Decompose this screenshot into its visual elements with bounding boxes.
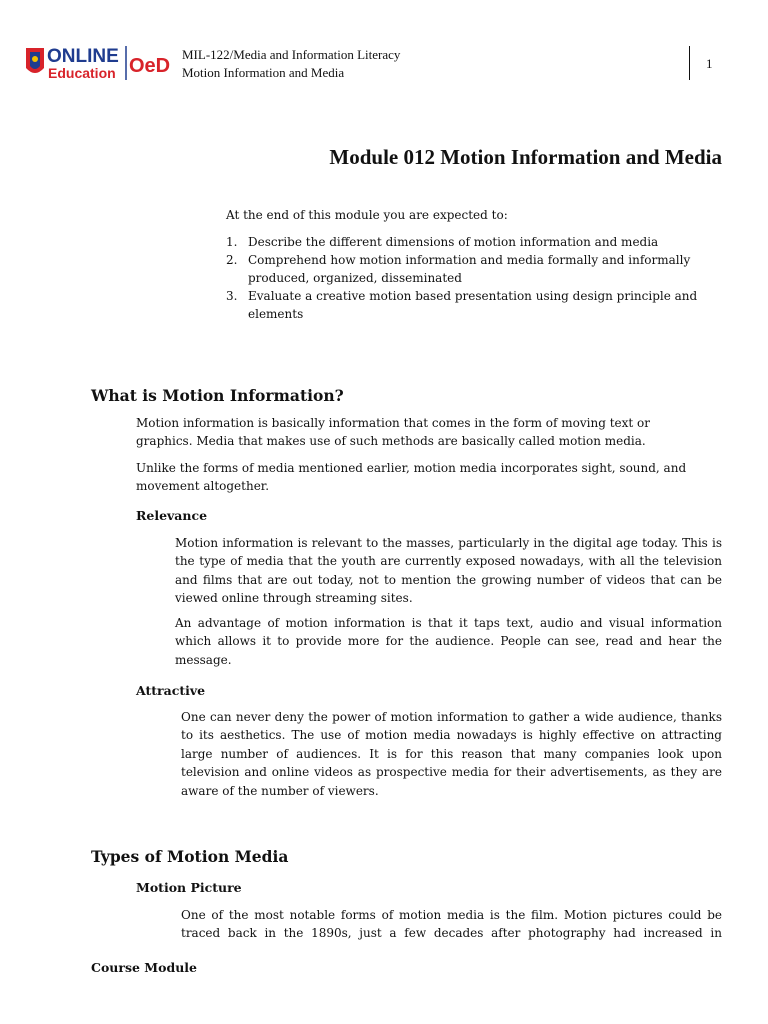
page-number: 1 (706, 56, 713, 71)
objectives-intro: At the end of this module you are expected to: (226, 208, 508, 222)
objective-number: 1. (226, 235, 238, 249)
objective-item (226, 233, 722, 251)
objective-item (226, 287, 722, 323)
paragraph: An advantage of motion information is that it taps text, audio and visual information which allows it to provide more for the audience. People can see, read and hear the message. (175, 616, 722, 667)
objective-text: Evaluate a creative motion based presentation using design principle and elements (248, 289, 698, 321)
objective-number: 2. (226, 253, 238, 267)
objective-text: Comprehend how motion information and media formally and informally produced, organized, disseminated (248, 253, 691, 285)
header-divider (689, 46, 690, 80)
logo-text-bottom: Education (48, 65, 116, 81)
module-title: Module 012 Motion Information and Media (329, 145, 722, 169)
subheading-relevance: Relevance (136, 508, 208, 523)
paragraph: One of the most notable forms of motion media is the film. Motion pictures could be traced back in the 1890s, just a few decades after photography had increased in (181, 908, 722, 941)
online-education-logo (22, 42, 177, 86)
page-header (0, 0, 768, 100)
objectives-list (226, 233, 722, 323)
course-topic: Motion Information and Media (182, 65, 345, 80)
objective-number: 3. (226, 289, 238, 303)
subheading-motion-picture: Motion Picture (136, 880, 242, 895)
objective-item (226, 251, 722, 287)
objective-text: Describe the different dimensions of motion information and media (248, 235, 659, 249)
section-heading-motion-information: What is Motion Information? (91, 386, 344, 405)
paragraph: Unlike the forms of media mentioned earlier, motion media incorporates sight, sound, and movement altogether. (136, 461, 687, 494)
paragraph: Motion information is basically information that comes in the form of moving text or graphics. Media that makes use of such methods are basically called motion media. (136, 416, 650, 449)
footer-label: Course Module (91, 960, 198, 975)
paragraph: One can never deny the power of motion information to gather a wide audience, thanks to its aesthetics. The use of motion media nowadays is highly effective on attracting large number of audiences. It is for this reason that many companies look upon television and online videos as prospective media for their advertisements, as they are aware of the number of viewers. (181, 710, 722, 798)
course-title: MIL-122/Media and Information Literacy (182, 47, 401, 62)
section-heading-types-of-motion-media: Types of Motion Media (91, 847, 289, 866)
logo-badge: OeD (129, 55, 171, 77)
subheading-attractive: Attractive (136, 683, 206, 698)
logo-text-top: ONLINE (47, 46, 119, 67)
paragraph: Motion information is relevant to the masses, particularly in the digital age today. This is the type of media that the youth are currently exposed nowadays, with all the television and films that are out today, not to mention the growing number of videos that can be viewed online through streaming sites. (175, 536, 722, 606)
